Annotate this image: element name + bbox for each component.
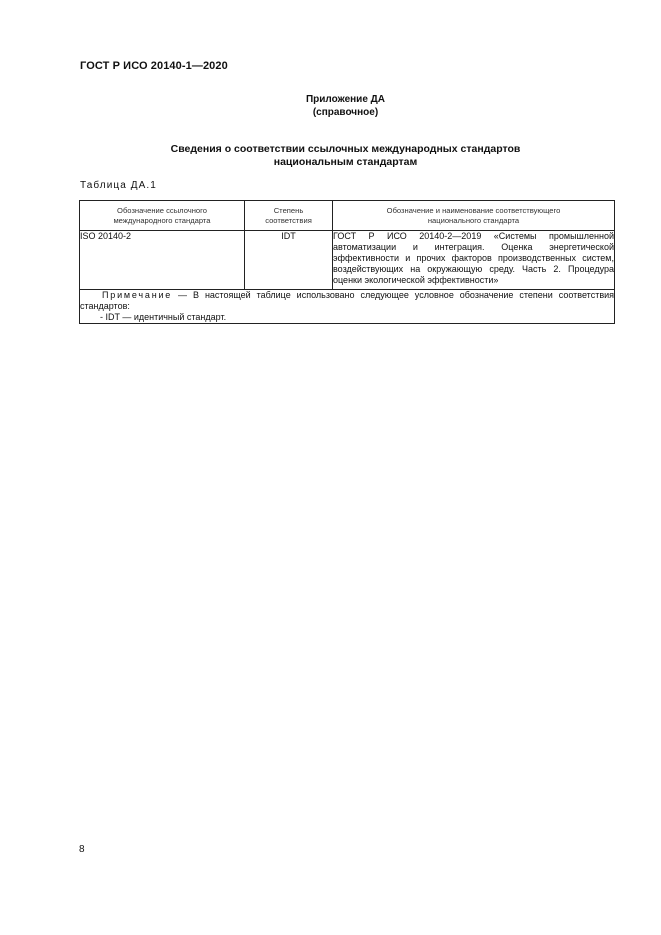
header-international-standard: Обозначение ссылочного международного стандарта (80, 201, 245, 231)
document-code: ГОСТ Р ИСО 20140-1—2020 (80, 60, 228, 72)
table-caption: Таблица ДА.1 (80, 180, 157, 191)
standards-table (79, 200, 615, 324)
appendix-heading (0, 93, 661, 119)
table-header-row (80, 201, 615, 231)
table-row (80, 231, 615, 290)
header-national-standard: Обозначение и наименование соответствующего национального стандарта (333, 201, 615, 231)
note-label: Примечание (102, 290, 173, 300)
appendix-title: Приложение ДА (305, 94, 386, 105)
section-title-line2: национальным стандартам (273, 156, 418, 168)
table-note (80, 290, 615, 324)
table-note-row (80, 290, 615, 324)
section-title (0, 143, 661, 169)
cell-national-standard: ГОСТ Р ИСО 20140-2—2019 «Системы промышленной автоматизации и интеграция. Оценка энергетической эффективности и прочих факторов производственных систем, воздействующих на окружающую среду. Часть 2. Процедура оценки экологической эффективности» (333, 231, 615, 290)
appendix-subtitle: (справочное) (312, 107, 379, 118)
header-degree: Степень соответствия (245, 201, 333, 231)
cell-degree: IDT (245, 231, 333, 290)
section-title-line1: Сведения о соответствии ссылочных международных стандартов (170, 143, 521, 155)
note-text: — В настоящей таблице использовано следующее условное обозначение степени соответствия стандартов: (80, 290, 614, 311)
cell-international-standard: ISO 20140-2 (80, 231, 245, 290)
note-item: - IDT — идентичный стандарт. (100, 312, 227, 322)
page-number: 8 (79, 844, 85, 855)
